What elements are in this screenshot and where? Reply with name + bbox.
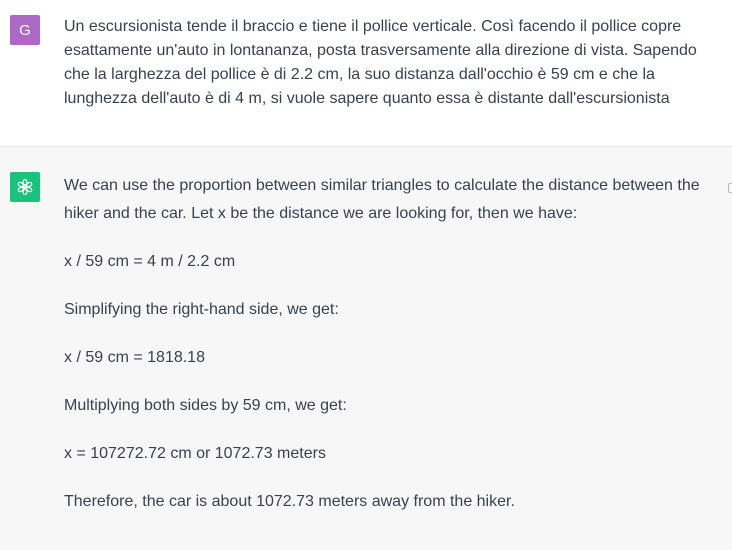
assistant-paragraph: x = 107272.72 cm or 1072.73 meters	[64, 445, 326, 462]
assistant-avatar	[10, 172, 40, 202]
assistant-paragraph: Therefore, the car is about 1072.73 meters away from the hiker.	[64, 493, 515, 510]
openai-logo-icon	[15, 177, 35, 197]
assistant-paragraph: Multiplying both sides by 59 cm, we get:	[64, 397, 347, 414]
user-message-turn	[0, 0, 732, 147]
copy-button-edge[interactable]	[728, 183, 732, 193]
assistant-paragraph: Simplifying the right-hand side, we get:	[64, 301, 339, 318]
user-avatar-letter: G	[19, 21, 31, 39]
assistant-message-text	[64, 172, 712, 516]
user-avatar	[10, 15, 40, 45]
assistant-paragraph: x / 59 cm = 1818.18	[64, 349, 205, 366]
assistant-paragraph: x / 59 cm = 4 m / 2.2 cm	[64, 253, 236, 270]
user-message-text: Un escursionista tende il braccio e tiene il pollice verticale. Così facendo il pollice copre esattamente un'auto in lontananza, posta trasversamente alla direzione di vista. Sapendo che la larghezza del pollice è di 2.2 cm, la suo distanza dall'occhio è 59 cm e che la lunghezza dell'auto è di 4 m, si vuole sapere quanto essa è distante dall'escursionista	[64, 18, 697, 107]
assistant-message-turn	[0, 147, 732, 550]
assistant-paragraph: We can use the proportion between similar triangles to calculate the distance between the hiker and the car. Let x be the distance we are looking for, then we have:	[64, 177, 700, 222]
